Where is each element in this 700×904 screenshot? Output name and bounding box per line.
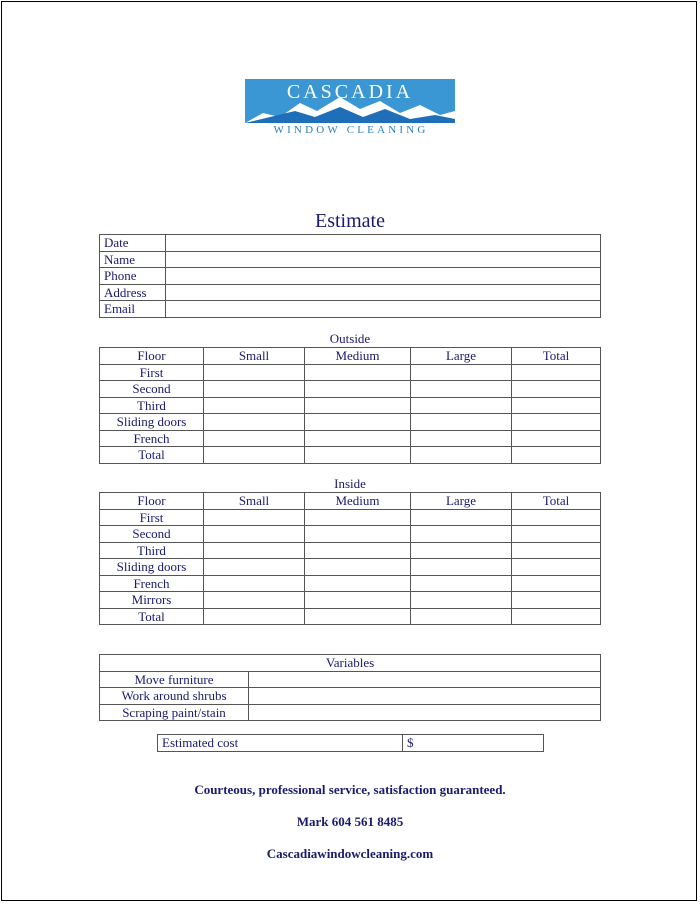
variables-row-scraping-paint-stain: [100, 704, 601, 721]
inside-cell-mirrors-total[interactable]: [512, 592, 601, 609]
outside-row-third: [100, 397, 601, 414]
inside-cell-second-medium[interactable]: [305, 526, 411, 543]
inside-row-total: [100, 608, 601, 625]
inside-row-label-sliding-doors: Sliding doors: [100, 559, 204, 576]
outside-cell-total-small[interactable]: [204, 447, 305, 464]
inside-row-sliding-doors: [100, 559, 601, 576]
variables-label-work-around-shrubs: Work around shrubs: [100, 688, 249, 705]
outside-cell-second-small[interactable]: [204, 381, 305, 398]
outside-row-label-third: Third: [100, 397, 204, 414]
inside-row-label-mirrors: Mirrors: [100, 592, 204, 609]
outside-col-header-large: Large: [411, 348, 512, 365]
estimated-cost-row: [158, 735, 544, 752]
customer-row-address: [100, 284, 601, 301]
inside-cell-first-medium[interactable]: [305, 509, 411, 526]
outside-row-label-second: Second: [100, 381, 204, 398]
inside-cell-third-total[interactable]: [512, 542, 601, 559]
outside-row-second: [100, 381, 601, 398]
company-logo: [245, 79, 457, 137]
outside-cell-french-small[interactable]: [204, 430, 305, 447]
outside-cell-sliding-doors-small[interactable]: [204, 414, 305, 431]
outside-row-french: [100, 430, 601, 447]
customer-field-address[interactable]: [166, 284, 601, 301]
inside-table: [99, 492, 601, 625]
inside-cell-total-large[interactable]: [411, 608, 512, 625]
outside-cell-third-small[interactable]: [204, 397, 305, 414]
variables-field-move-furniture[interactable]: [249, 671, 601, 688]
outside-header-row: [100, 348, 601, 365]
inside-cell-sliding-doors-medium[interactable]: [305, 559, 411, 576]
inside-cell-sliding-doors-large[interactable]: [411, 559, 512, 576]
outside-cell-second-medium[interactable]: [305, 381, 411, 398]
inside-cell-second-total[interactable]: [512, 526, 601, 543]
inside-row-third: [100, 542, 601, 559]
inside-col-header-medium: Medium: [305, 493, 411, 510]
customer-label-email: Email: [100, 301, 166, 318]
inside-row-label-total: Total: [100, 608, 204, 625]
customer-row-date: [100, 235, 601, 252]
outside-col-header-small: Small: [204, 348, 305, 365]
customer-field-name[interactable]: [166, 251, 601, 268]
inside-row-french: [100, 575, 601, 592]
outside-row-label-total: Total: [100, 447, 204, 464]
customer-label-name: Name: [100, 251, 166, 268]
outside-row-total: [100, 447, 601, 464]
outside-row-sliding-doors: [100, 414, 601, 431]
inside-col-header-small: Small: [204, 493, 305, 510]
variables-header-row: [100, 655, 601, 672]
outside-row-first: [100, 364, 601, 381]
inside-section-title: Inside: [334, 476, 366, 491]
customer-row-phone: [100, 268, 601, 285]
outside-col-header-total: Total: [512, 348, 601, 365]
outside-cell-french-medium[interactable]: [305, 430, 411, 447]
customer-label-phone: Phone: [100, 268, 166, 285]
variables-label-move-furniture: Move furniture: [100, 671, 249, 688]
outside-cell-first-medium[interactable]: [305, 364, 411, 381]
estimated-cost-label: Estimated cost: [158, 735, 403, 752]
footer-contact: Mark 604 561 8485: [296, 814, 404, 829]
outside-row-label-french: French: [100, 430, 204, 447]
inside-cell-total-medium[interactable]: [305, 608, 411, 625]
variables-table: [99, 654, 601, 721]
outside-cell-sliding-doors-total[interactable]: [512, 414, 601, 431]
inside-cell-second-small[interactable]: [204, 526, 305, 543]
inside-cell-second-large[interactable]: [411, 526, 512, 543]
outside-row-label-first: First: [100, 364, 204, 381]
inside-cell-mirrors-medium[interactable]: [305, 592, 411, 609]
inside-cell-third-large[interactable]: [411, 542, 512, 559]
inside-cell-french-small[interactable]: [204, 575, 305, 592]
customer-field-phone[interactable]: [166, 268, 601, 285]
outside-cell-sliding-doors-large[interactable]: [411, 414, 512, 431]
outside-cell-second-large[interactable]: [411, 381, 512, 398]
inside-row-label-french: French: [100, 575, 204, 592]
inside-cell-first-small[interactable]: [204, 509, 305, 526]
inside-cell-total-small[interactable]: [204, 608, 305, 625]
page-title: Estimate: [315, 210, 385, 232]
inside-cell-french-large[interactable]: [411, 575, 512, 592]
customer-row-email: [100, 301, 601, 318]
outside-table: [99, 347, 601, 464]
estimated-cost-table: [157, 734, 544, 752]
inside-cell-sliding-doors-total[interactable]: [512, 559, 601, 576]
outside-cell-third-total[interactable]: [512, 397, 601, 414]
inside-cell-french-medium[interactable]: [305, 575, 411, 592]
outside-cell-total-large[interactable]: [411, 447, 512, 464]
inside-row-first: [100, 509, 601, 526]
variables-label-scraping-paint-stain: Scraping paint/stain: [100, 704, 249, 721]
customer-info-table: [99, 234, 601, 318]
inside-cell-third-medium[interactable]: [305, 542, 411, 559]
inside-cell-first-total[interactable]: [512, 509, 601, 526]
variables-row-work-around-shrubs: [100, 688, 601, 705]
outside-col-header-floor: Floor: [100, 348, 204, 365]
inside-cell-mirrors-large[interactable]: [411, 592, 512, 609]
inside-cell-french-total[interactable]: [512, 575, 601, 592]
logo-title: CASCADIA: [286, 81, 414, 103]
variables-field-work-around-shrubs[interactable]: [249, 688, 601, 705]
footer-tagline: Courteous, professional service, satisfaction guaranteed.: [194, 782, 506, 797]
inside-row-label-first: First: [100, 509, 204, 526]
outside-cell-sliding-doors-medium[interactable]: [305, 414, 411, 431]
customer-field-date[interactable]: [166, 235, 601, 252]
inside-row-label-second: Second: [100, 526, 204, 543]
outside-cell-total-total[interactable]: [512, 447, 601, 464]
inside-cell-mirrors-small[interactable]: [204, 592, 305, 609]
outside-cell-first-small[interactable]: [204, 364, 305, 381]
inside-col-header-large: Large: [411, 493, 512, 510]
inside-row-mirrors: [100, 592, 601, 609]
outside-cell-first-large[interactable]: [411, 364, 512, 381]
outside-cell-second-total[interactable]: [512, 381, 601, 398]
customer-label-address: Address: [100, 284, 166, 301]
inside-cell-total-total[interactable]: [512, 608, 601, 625]
variables-row-move-furniture: [100, 671, 601, 688]
inside-header-row: [100, 493, 601, 510]
inside-col-header-total: Total: [512, 493, 601, 510]
logo-banner: [245, 79, 455, 123]
estimated-cost-field[interactable]: $: [403, 735, 544, 752]
variables-field-scraping-paint-stain[interactable]: [249, 704, 601, 721]
inside-cell-first-large[interactable]: [411, 509, 512, 526]
inside-cell-sliding-doors-small[interactable]: [204, 559, 305, 576]
customer-label-date: Date: [100, 235, 166, 252]
inside-cell-third-small[interactable]: [204, 542, 305, 559]
outside-cell-third-large[interactable]: [411, 397, 512, 414]
inside-row-label-third: Third: [100, 542, 204, 559]
variables-title: Variables: [100, 655, 601, 672]
footer-website[interactable]: Cascadiawindowcleaning.com: [266, 846, 434, 861]
logo-subtitle: WINDOW CLEANING: [273, 124, 429, 136]
outside-cell-third-medium[interactable]: [305, 397, 411, 414]
outside-cell-french-large[interactable]: [411, 430, 512, 447]
outside-row-label-sliding-doors: Sliding doors: [100, 414, 204, 431]
inside-col-header-floor: Floor: [100, 493, 204, 510]
outside-cell-first-total[interactable]: [512, 364, 601, 381]
outside-cell-total-medium[interactable]: [305, 447, 411, 464]
outside-section-title: Outside: [329, 331, 371, 346]
customer-row-name: [100, 251, 601, 268]
outside-col-header-medium: Medium: [305, 348, 411, 365]
inside-row-second: [100, 526, 601, 543]
outside-cell-french-total[interactable]: [512, 430, 601, 447]
customer-field-email[interactable]: [166, 301, 601, 318]
